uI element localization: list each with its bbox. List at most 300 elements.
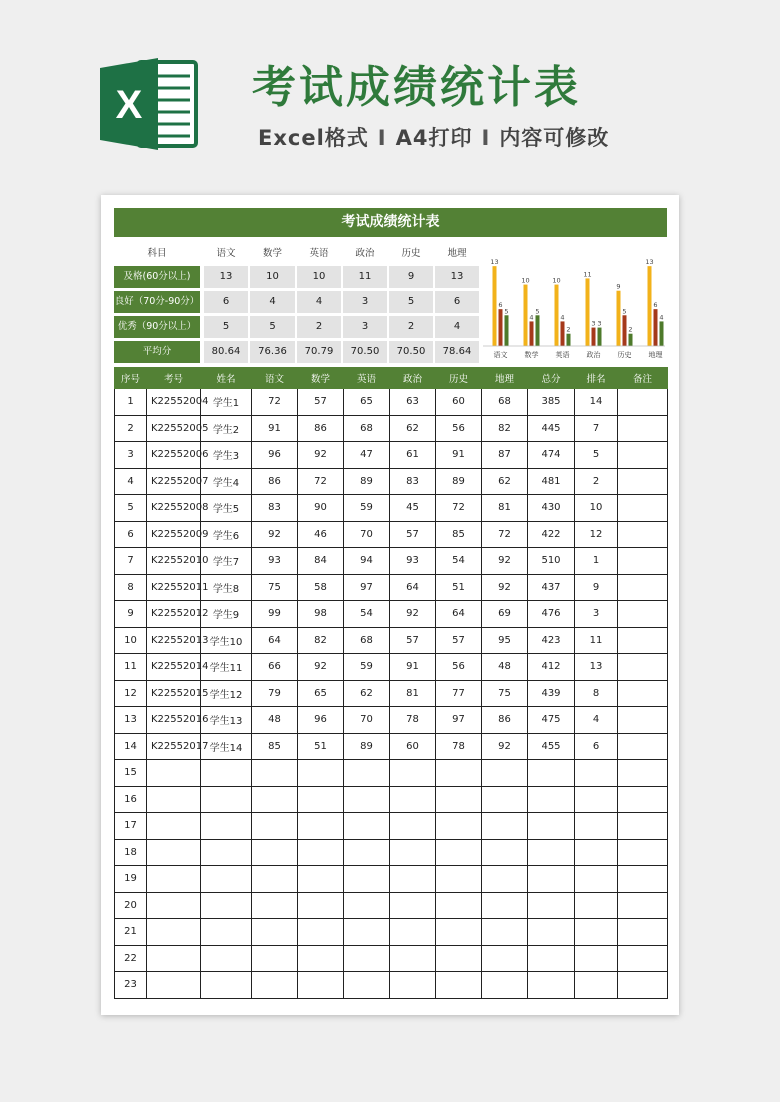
- table-cell[interactable]: 83: [390, 468, 436, 495]
- table-cell[interactable]: 65: [344, 389, 390, 416]
- table-cell[interactable]: [618, 945, 668, 972]
- table-cell[interactable]: [252, 760, 298, 787]
- table-cell[interactable]: [298, 813, 344, 840]
- summary-value-cell: 4: [435, 316, 479, 338]
- table-cell[interactable]: [147, 972, 201, 999]
- table-cell[interactable]: K22552007: [147, 468, 201, 495]
- table-cell[interactable]: K22552014: [147, 654, 201, 681]
- table-cell[interactable]: 72: [482, 521, 528, 548]
- table-cell[interactable]: 423: [528, 627, 575, 654]
- chart-category-label: 英语: [555, 351, 570, 359]
- table-cell[interactable]: 5: [115, 495, 147, 522]
- table-row: [115, 601, 668, 628]
- table-cell[interactable]: [482, 760, 528, 787]
- table-cell[interactable]: 7: [115, 548, 147, 575]
- table-cell[interactable]: 60: [436, 389, 482, 416]
- table-cell[interactable]: [482, 945, 528, 972]
- table-cell[interactable]: K22552006: [147, 442, 201, 469]
- table-cell[interactable]: 72: [252, 389, 298, 416]
- table-cell[interactable]: 14: [115, 733, 147, 760]
- table-cell[interactable]: 8: [575, 680, 618, 707]
- table-cell[interactable]: [298, 972, 344, 999]
- table-cell[interactable]: [201, 892, 252, 919]
- table-row: [115, 654, 668, 681]
- table-row: [115, 415, 668, 442]
- table-cell[interactable]: 422: [528, 521, 575, 548]
- table-cell[interactable]: 63: [390, 389, 436, 416]
- table-cell[interactable]: 85: [252, 733, 298, 760]
- table-cell[interactable]: 17: [115, 813, 147, 840]
- table-cell[interactable]: 学生12: [201, 680, 252, 707]
- table-cell[interactable]: 59: [344, 654, 390, 681]
- table-cell[interactable]: [618, 521, 668, 548]
- table-cell[interactable]: 47: [344, 442, 390, 469]
- table-cell[interactable]: 86: [482, 707, 528, 734]
- table-cell[interactable]: [575, 813, 618, 840]
- table-cell[interactable]: [618, 442, 668, 469]
- table-cell[interactable]: 92: [482, 733, 528, 760]
- table-cell[interactable]: 78: [390, 707, 436, 734]
- table-cell[interactable]: [201, 786, 252, 813]
- table-cell[interactable]: [147, 839, 201, 866]
- table-cell[interactable]: 68: [344, 415, 390, 442]
- table-cell[interactable]: [201, 945, 252, 972]
- table-cell[interactable]: [344, 945, 390, 972]
- table-cell[interactable]: [436, 786, 482, 813]
- table-cell[interactable]: [618, 680, 668, 707]
- table-cell[interactable]: [201, 813, 252, 840]
- table-cell[interactable]: 92: [482, 574, 528, 601]
- table-cell[interactable]: 12: [575, 521, 618, 548]
- table-cell[interactable]: [528, 972, 575, 999]
- table-cell[interactable]: 83: [252, 495, 298, 522]
- table-cell[interactable]: [618, 892, 668, 919]
- table-cell[interactable]: 64: [390, 574, 436, 601]
- table-cell[interactable]: [344, 839, 390, 866]
- table-cell[interactable]: 6: [575, 733, 618, 760]
- table-cell[interactable]: 3: [115, 442, 147, 469]
- chart-bar: [617, 291, 621, 346]
- summary-value-cell: 2: [389, 316, 433, 338]
- table-cell[interactable]: 学生7: [201, 548, 252, 575]
- table-cell[interactable]: [528, 945, 575, 972]
- table-cell[interactable]: [201, 839, 252, 866]
- table-cell[interactable]: [436, 839, 482, 866]
- table-cell[interactable]: K22552008: [147, 495, 201, 522]
- table-cell[interactable]: 54: [344, 601, 390, 628]
- table-cell[interactable]: 81: [482, 495, 528, 522]
- table-cell[interactable]: 57: [390, 627, 436, 654]
- table-cell[interactable]: [147, 892, 201, 919]
- table-cell[interactable]: 22: [115, 945, 147, 972]
- table-cell[interactable]: 99: [252, 601, 298, 628]
- chart-data-label: 5: [504, 307, 509, 316]
- table-cell[interactable]: 23: [115, 972, 147, 999]
- table-cell[interactable]: [436, 919, 482, 946]
- table-cell[interactable]: 4: [115, 468, 147, 495]
- table-cell[interactable]: [618, 574, 668, 601]
- table-cell[interactable]: [390, 786, 436, 813]
- table-cell[interactable]: [252, 919, 298, 946]
- chart-category-label: 历史: [617, 351, 632, 359]
- table-cell[interactable]: [618, 389, 668, 416]
- table-cell[interactable]: K22552005: [147, 415, 201, 442]
- table-cell[interactable]: [344, 786, 390, 813]
- table-cell[interactable]: 86: [252, 468, 298, 495]
- table-cell[interactable]: [618, 627, 668, 654]
- table-cell[interactable]: 3: [575, 601, 618, 628]
- table-cell[interactable]: 96: [298, 707, 344, 734]
- table-cell[interactable]: [201, 866, 252, 893]
- table-cell[interactable]: [201, 972, 252, 999]
- table-cell[interactable]: [528, 866, 575, 893]
- page-subtitle: [258, 122, 678, 154]
- table-cell[interactable]: 51: [298, 733, 344, 760]
- table-cell[interactable]: [436, 972, 482, 999]
- table-cell[interactable]: 96: [252, 442, 298, 469]
- table-cell[interactable]: 5: [575, 442, 618, 469]
- table-cell[interactable]: [147, 919, 201, 946]
- table-cell[interactable]: 77: [436, 680, 482, 707]
- table-cell[interactable]: 57: [390, 521, 436, 548]
- table-cell[interactable]: 8: [115, 574, 147, 601]
- table-cell[interactable]: 82: [298, 627, 344, 654]
- table-cell[interactable]: 81: [390, 680, 436, 707]
- table-cell[interactable]: [298, 945, 344, 972]
- table-cell[interactable]: [618, 972, 668, 999]
- table-cell[interactable]: 6: [115, 521, 147, 548]
- table-cell[interactable]: 68: [482, 389, 528, 416]
- table-cell[interactable]: [618, 601, 668, 628]
- table-cell[interactable]: 481: [528, 468, 575, 495]
- table-cell[interactable]: 437: [528, 574, 575, 601]
- table-cell[interactable]: [482, 786, 528, 813]
- table-cell[interactable]: 385: [528, 389, 575, 416]
- table-cell[interactable]: [390, 972, 436, 999]
- table-cell[interactable]: [482, 839, 528, 866]
- table-cell[interactable]: [390, 813, 436, 840]
- table-cell[interactable]: 62: [344, 680, 390, 707]
- table-cell[interactable]: [252, 866, 298, 893]
- table-cell[interactable]: [344, 972, 390, 999]
- table-cell[interactable]: 56: [436, 654, 482, 681]
- table-cell[interactable]: [201, 919, 252, 946]
- table-cell[interactable]: [147, 760, 201, 787]
- table-cell[interactable]: 18: [115, 839, 147, 866]
- table-cell[interactable]: 78: [436, 733, 482, 760]
- table-cell[interactable]: 58: [298, 574, 344, 601]
- table-cell[interactable]: [252, 813, 298, 840]
- table-cell[interactable]: 学生9: [201, 601, 252, 628]
- table-cell[interactable]: [344, 866, 390, 893]
- table-row: [115, 680, 668, 707]
- table-cell[interactable]: 学生2: [201, 415, 252, 442]
- table-cell[interactable]: 97: [344, 574, 390, 601]
- table-cell[interactable]: 14: [575, 389, 618, 416]
- table-cell[interactable]: 46: [298, 521, 344, 548]
- table-cell[interactable]: 476: [528, 601, 575, 628]
- table-cell[interactable]: 15: [115, 760, 147, 787]
- table-cell[interactable]: 86: [298, 415, 344, 442]
- table-cell[interactable]: [298, 919, 344, 946]
- table-cell[interactable]: [618, 733, 668, 760]
- table-cell[interactable]: 89: [436, 468, 482, 495]
- table-cell[interactable]: [390, 892, 436, 919]
- table-cell[interactable]: 510: [528, 548, 575, 575]
- table-cell[interactable]: [436, 945, 482, 972]
- table-cell[interactable]: [482, 892, 528, 919]
- table-cell[interactable]: 87: [482, 442, 528, 469]
- table-cell[interactable]: 学生14: [201, 733, 252, 760]
- column-header: 数学: [298, 368, 344, 389]
- table-cell[interactable]: 474: [528, 442, 575, 469]
- table-cell[interactable]: 79: [252, 680, 298, 707]
- table-cell[interactable]: [344, 892, 390, 919]
- table-cell[interactable]: [298, 866, 344, 893]
- table-cell[interactable]: K22552013: [147, 627, 201, 654]
- table-cell[interactable]: 66: [252, 654, 298, 681]
- table-cell[interactable]: 学生3: [201, 442, 252, 469]
- table-cell[interactable]: [575, 760, 618, 787]
- table-cell[interactable]: K22552012: [147, 601, 201, 628]
- table-cell[interactable]: 84: [298, 548, 344, 575]
- table-cell[interactable]: 学生1: [201, 389, 252, 416]
- table-cell[interactable]: K22552009: [147, 521, 201, 548]
- table-cell[interactable]: 19: [115, 866, 147, 893]
- table-cell[interactable]: [618, 786, 668, 813]
- table-cell[interactable]: 7: [575, 415, 618, 442]
- table-cell[interactable]: 92: [252, 521, 298, 548]
- table-cell[interactable]: [147, 945, 201, 972]
- table-cell[interactable]: 56: [436, 415, 482, 442]
- table-cell[interactable]: [618, 495, 668, 522]
- table-cell[interactable]: [147, 813, 201, 840]
- table-cell[interactable]: 1: [115, 389, 147, 416]
- table-cell[interactable]: [344, 919, 390, 946]
- table-cell[interactable]: [528, 786, 575, 813]
- table-cell[interactable]: [252, 786, 298, 813]
- table-cell[interactable]: [298, 760, 344, 787]
- table-cell[interactable]: 92: [298, 654, 344, 681]
- table-cell[interactable]: 68: [344, 627, 390, 654]
- table-cell[interactable]: 学生8: [201, 574, 252, 601]
- table-cell[interactable]: [618, 866, 668, 893]
- table-cell[interactable]: [390, 866, 436, 893]
- table-cell[interactable]: 75: [482, 680, 528, 707]
- table-cell[interactable]: [618, 654, 668, 681]
- table-cell[interactable]: [618, 468, 668, 495]
- table-cell[interactable]: [575, 892, 618, 919]
- table-cell[interactable]: 90: [298, 495, 344, 522]
- table-cell[interactable]: [252, 972, 298, 999]
- table-cell[interactable]: [390, 760, 436, 787]
- table-cell[interactable]: 2: [115, 415, 147, 442]
- table-cell[interactable]: [575, 972, 618, 999]
- summary-row-label: 良好（70分-90分）: [114, 291, 200, 313]
- table-cell[interactable]: 16: [115, 786, 147, 813]
- table-cell[interactable]: 21: [115, 919, 147, 946]
- table-cell[interactable]: 92: [298, 442, 344, 469]
- table-cell[interactable]: 62: [390, 415, 436, 442]
- table-cell[interactable]: 11: [575, 627, 618, 654]
- table-cell[interactable]: [575, 786, 618, 813]
- subtitle-separator: I: [377, 126, 387, 150]
- table-cell[interactable]: [298, 839, 344, 866]
- table-cell[interactable]: [436, 866, 482, 893]
- table-cell[interactable]: 学生13: [201, 707, 252, 734]
- table-cell[interactable]: 91: [436, 442, 482, 469]
- table-cell[interactable]: [618, 919, 668, 946]
- table-cell[interactable]: 61: [390, 442, 436, 469]
- table-cell[interactable]: K22552017: [147, 733, 201, 760]
- table-cell[interactable]: 2: [575, 468, 618, 495]
- table-cell[interactable]: 98: [298, 601, 344, 628]
- table-cell[interactable]: 9: [575, 574, 618, 601]
- table-cell[interactable]: [390, 919, 436, 946]
- column-header: 政治: [390, 368, 436, 389]
- table-cell[interactable]: [201, 760, 252, 787]
- table-cell[interactable]: [482, 919, 528, 946]
- table-cell[interactable]: 10: [575, 495, 618, 522]
- table-cell[interactable]: [618, 813, 668, 840]
- table-cell[interactable]: [528, 839, 575, 866]
- table-cell[interactable]: 82: [482, 415, 528, 442]
- table-cell[interactable]: [618, 760, 668, 787]
- table-cell[interactable]: [344, 813, 390, 840]
- table-cell[interactable]: [298, 892, 344, 919]
- table-cell[interactable]: 95: [482, 627, 528, 654]
- chart-category-label: 数学: [524, 351, 539, 359]
- table-cell[interactable]: [252, 892, 298, 919]
- table-cell[interactable]: [436, 760, 482, 787]
- table-cell[interactable]: K22552016: [147, 707, 201, 734]
- table-cell[interactable]: 93: [252, 548, 298, 575]
- table-cell[interactable]: 94: [344, 548, 390, 575]
- table-cell[interactable]: K22552011: [147, 574, 201, 601]
- table-cell[interactable]: 64: [436, 601, 482, 628]
- table-cell[interactable]: [147, 786, 201, 813]
- table-cell[interactable]: [390, 945, 436, 972]
- table-cell[interactable]: 学生10: [201, 627, 252, 654]
- summary-value-cell: 13: [435, 266, 479, 288]
- summary-value-cell: 6: [204, 291, 248, 313]
- table-cell[interactable]: 11: [115, 654, 147, 681]
- table-cell[interactable]: 92: [482, 548, 528, 575]
- table-cell[interactable]: 64: [252, 627, 298, 654]
- table-cell[interactable]: 93: [390, 548, 436, 575]
- table-cell[interactable]: 4: [575, 707, 618, 734]
- table-cell[interactable]: 455: [528, 733, 575, 760]
- table-cell[interactable]: [528, 813, 575, 840]
- table-cell[interactable]: 62: [482, 468, 528, 495]
- table-cell[interactable]: [344, 760, 390, 787]
- table-cell[interactable]: [575, 866, 618, 893]
- table-cell[interactable]: 9: [115, 601, 147, 628]
- table-cell[interactable]: [482, 813, 528, 840]
- subtitle-editable: 内容可修改: [499, 126, 610, 150]
- table-cell[interactable]: 54: [436, 548, 482, 575]
- table-cell[interactable]: 13: [575, 654, 618, 681]
- table-cell[interactable]: [618, 839, 668, 866]
- chart-data-label: 3: [591, 319, 596, 328]
- table-cell[interactable]: [575, 839, 618, 866]
- table-cell[interactable]: [436, 892, 482, 919]
- table-cell[interactable]: [528, 919, 575, 946]
- chart-data-label: 10: [552, 276, 561, 285]
- table-cell[interactable]: 72: [298, 468, 344, 495]
- table-cell[interactable]: 57: [436, 627, 482, 654]
- table-row: [115, 866, 668, 893]
- table-cell[interactable]: 学生5: [201, 495, 252, 522]
- table-cell[interactable]: [252, 839, 298, 866]
- table-cell[interactable]: 91: [252, 415, 298, 442]
- table-cell[interactable]: [575, 945, 618, 972]
- table-cell[interactable]: [436, 813, 482, 840]
- table-cell[interactable]: 51: [436, 574, 482, 601]
- table-cell[interactable]: 12: [115, 680, 147, 707]
- table-cell[interactable]: 65: [298, 680, 344, 707]
- table-cell[interactable]: 学生4: [201, 468, 252, 495]
- table-cell[interactable]: [298, 786, 344, 813]
- table-cell[interactable]: 430: [528, 495, 575, 522]
- table-cell[interactable]: 70: [344, 521, 390, 548]
- table-cell[interactable]: [390, 839, 436, 866]
- table-cell[interactable]: [528, 760, 575, 787]
- chart-bar: [660, 321, 664, 346]
- table-cell[interactable]: 13: [115, 707, 147, 734]
- table-cell[interactable]: [252, 945, 298, 972]
- table-cell[interactable]: 445: [528, 415, 575, 442]
- table-cell[interactable]: [618, 707, 668, 734]
- table-cell[interactable]: 85: [436, 521, 482, 548]
- table-cell[interactable]: K22552010: [147, 548, 201, 575]
- table-cell[interactable]: [618, 548, 668, 575]
- table-cell[interactable]: 59: [344, 495, 390, 522]
- table-cell[interactable]: 学生6: [201, 521, 252, 548]
- table-cell[interactable]: 70: [344, 707, 390, 734]
- table-cell[interactable]: [528, 892, 575, 919]
- summary-corner-label: 科目: [147, 248, 167, 259]
- table-cell[interactable]: 97: [436, 707, 482, 734]
- table-cell[interactable]: 475: [528, 707, 575, 734]
- table-cell[interactable]: 412: [528, 654, 575, 681]
- table-cell[interactable]: 学生11: [201, 654, 252, 681]
- table-cell[interactable]: 439: [528, 680, 575, 707]
- table-cell[interactable]: [482, 866, 528, 893]
- table-cell[interactable]: K22552004: [147, 389, 201, 416]
- table-cell[interactable]: K22552015: [147, 680, 201, 707]
- table-cell[interactable]: 75: [252, 574, 298, 601]
- table-cell[interactable]: 48: [482, 654, 528, 681]
- table-cell[interactable]: 89: [344, 468, 390, 495]
- table-cell[interactable]: [575, 919, 618, 946]
- table-cell[interactable]: 1: [575, 548, 618, 575]
- table-cell[interactable]: 72: [436, 495, 482, 522]
- table-cell[interactable]: 45: [390, 495, 436, 522]
- table-cell[interactable]: 48: [252, 707, 298, 734]
- table-cell[interactable]: [618, 415, 668, 442]
- table-cell[interactable]: 69: [482, 601, 528, 628]
- table-cell[interactable]: 10: [115, 627, 147, 654]
- table-cell[interactable]: [147, 866, 201, 893]
- table-cell[interactable]: 92: [390, 601, 436, 628]
- table-cell[interactable]: 60: [390, 733, 436, 760]
- table-cell[interactable]: 91: [390, 654, 436, 681]
- table-cell[interactable]: [482, 972, 528, 999]
- table-cell[interactable]: 20: [115, 892, 147, 919]
- table-cell[interactable]: 57: [298, 389, 344, 416]
- table-cell[interactable]: 89: [344, 733, 390, 760]
